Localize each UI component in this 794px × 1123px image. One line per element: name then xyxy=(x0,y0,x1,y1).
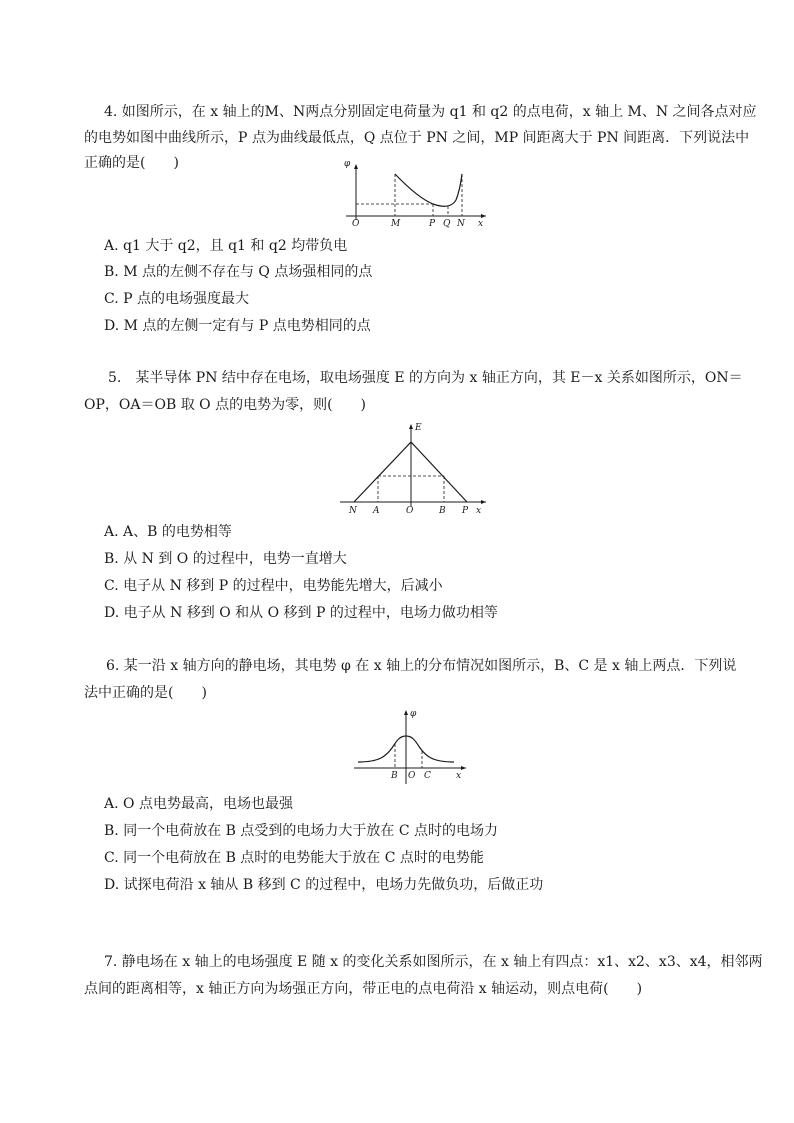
q5-option-a: A. A、B 的电势相等 xyxy=(104,524,232,540)
q5-stem-line-1: 5. 某半导体 PN 结中存在电场，取电场强度 E 的方向为 x 轴正方向，其 E－x 关系如图所示，ON＝ xyxy=(108,370,743,386)
q5-field-figure xyxy=(338,420,488,516)
q5-option-b: B. 从 N 到 O 的过程中，电势一直增大 xyxy=(104,551,347,567)
q6-fig-o-label: O xyxy=(408,771,416,781)
q5-fig-a-label: A xyxy=(373,506,380,516)
q6-option-a: A. O 点电势最高，电场也最强 xyxy=(104,796,293,812)
q4-fig-q-label: Q xyxy=(443,219,451,229)
q4-option-d: D. M 点的左侧一定有与 P 点电势相同的点 xyxy=(104,318,371,334)
q6-stem-line-1: 6. 某一沿 x 轴方向的静电场，其电势 φ 在 x 轴上的分布情况如图所示，B、C 是 x 轴上两点．下列说 xyxy=(106,658,737,674)
q4-fig-m-label: M xyxy=(391,219,401,229)
q5-option-c: C. 电子从 N 移到 P 的过程中，电势能先增大，后减小 xyxy=(104,578,443,594)
q6-option-b: B. 同一个电荷放在 B 点受到的电场力大于放在 C 点时的电场力 xyxy=(104,823,498,839)
q6-option-d: D. 试探电荷沿 x 轴从 B 移到 C 的过程中，电场力先做负功，后做正功 xyxy=(104,877,544,893)
q4-stem-line-3: 正确的是( ) xyxy=(84,155,179,171)
q6-fig-c-label: C xyxy=(424,771,431,781)
q4-option-b: B. M 点的左侧不存在与 Q 点场强相同的点 xyxy=(104,264,373,280)
q5-fig-p-label: P xyxy=(462,506,469,516)
q5-fig-b-label: B xyxy=(439,506,446,516)
q4-stem-line-1: 4. 如图所示，在 x 轴上的M、N两点分别固定电荷量为 q1 和 q2 的点电荷，x 轴上 M、N 之间各点对应 xyxy=(104,104,757,120)
q6-fig-x-label: x xyxy=(456,771,462,781)
q7-stem-line-1: 7. 静电场在 x 轴上的电场强度 E 随 x 的变化关系如图所示，在 x 轴上有四点：x1、x2、x3、x4，相邻两 xyxy=(104,954,763,970)
q6-stem-line-2: 法中正确的是( ) xyxy=(84,685,207,701)
q5-fig-n-label: N xyxy=(349,506,357,516)
q4-fig-phi-label: φ xyxy=(344,159,351,169)
q4-fig-p-label: P xyxy=(429,219,436,229)
q4-fig-x-label: x xyxy=(478,219,484,229)
q6-potential-figure xyxy=(352,706,470,786)
q5-fig-o-label: O xyxy=(406,506,414,516)
q4-potential-figure xyxy=(340,158,490,230)
q6-option-c: C. 同一个电荷放在 B 点时的电势能大于放在 C 点时的电势能 xyxy=(104,850,484,866)
q4-stem-line-2: 的电势如图中曲线所示，P 点为曲线最低点，Q 点位于 PN 之间，MP 间距离大于 PN 间距离．下列说法中 xyxy=(84,130,750,146)
q4-fig-o-label: O xyxy=(352,219,360,229)
q6-fig-phi-label: φ xyxy=(410,709,417,719)
q5-option-d: D. 电子从 N 移到 O 和从 O 移到 P 的过程中，电场力做功相等 xyxy=(104,605,498,621)
q4-fig-n-label: N xyxy=(457,219,465,229)
q7-stem-line-2: 点间的距离相等，x 轴正方向为场强正方向，带正电的点电荷沿 x 轴运动，则点电荷( ) xyxy=(84,981,643,997)
q5-fig-e-label: E xyxy=(415,423,422,433)
q6-fig-b-label: B xyxy=(391,771,398,781)
q5-fig-x-label: x xyxy=(476,506,482,516)
q4-option-c: C. P 点的电场强度最大 xyxy=(104,291,249,307)
q5-stem-line-2: OP，OA＝OB 取 O 点的电势为零，则( ) xyxy=(84,397,367,413)
q4-option-a: A. q1 大于 q2，且 q1 和 q2 均带负电 xyxy=(104,238,348,254)
